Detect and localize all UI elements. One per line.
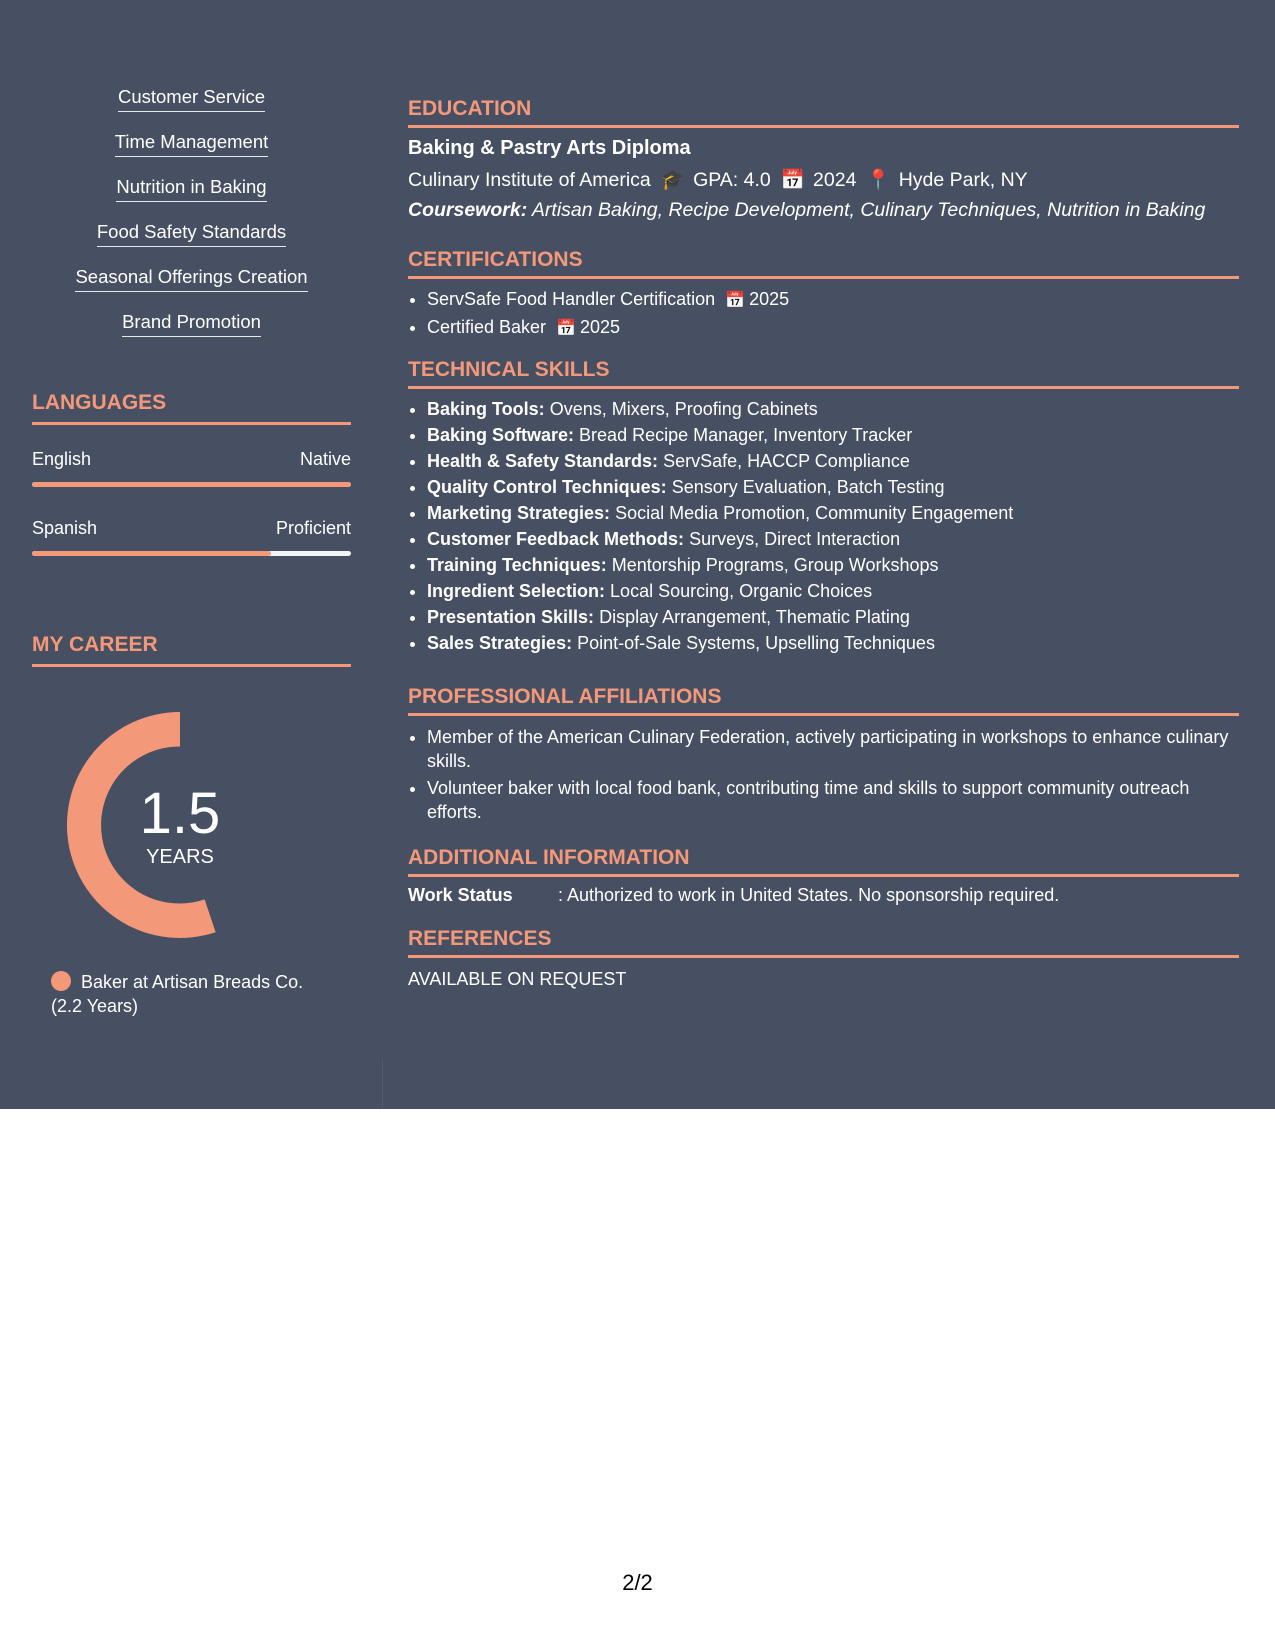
soft-skill-label: Customer Service (118, 86, 265, 112)
technical-skill-label: Sales Strategies: (427, 633, 573, 653)
work-status (408, 885, 1059, 906)
soft-skill-item (32, 266, 351, 311)
technical-skill-item (427, 448, 1239, 474)
language-level: Proficient (275, 518, 351, 538)
career-total-value: 1.5 (139, 781, 221, 846)
technical-skill-item (427, 604, 1239, 630)
education-details (408, 168, 1028, 192)
education-year: 2024 (813, 169, 857, 191)
language-bar (32, 551, 351, 556)
technical-skill-label: Baking Tools: (427, 399, 545, 419)
certification-name: Certified Baker (427, 317, 547, 337)
page-number: 2/2 (622, 1570, 653, 1595)
technical-skill-label: Baking Software: (427, 425, 575, 445)
education-location: Hyde Park, NY (898, 169, 1028, 191)
education-school: Culinary Institute of America (408, 169, 651, 191)
certification-year: 2025 (579, 317, 621, 337)
technical-skill-label: Presentation Skills: (427, 607, 595, 627)
technical-skill-value: Ovens, Mixers, Proofing Cabinets (549, 399, 818, 419)
affiliation-item: • Volunteer baker with local food bank, contributing time and skills to support community outreach efforts. (427, 776, 1239, 824)
soft-skill-item (32, 86, 351, 131)
language-bar (32, 482, 351, 487)
education-degree: Baking & Pastry Arts Diploma (408, 137, 691, 159)
column-divider (382, 1058, 383, 1109)
certification-name: ServSafe Food Handler Certification (427, 289, 716, 309)
technical-skill-item (427, 396, 1239, 422)
language-name: Spanish (32, 518, 98, 538)
soft-skill-label: Brand Promotion (122, 311, 261, 337)
calendar-icon: 📅 (725, 292, 746, 309)
language-bar-fill (32, 482, 351, 487)
technical-skill-item (427, 578, 1239, 604)
certification-year: 2025 (749, 289, 790, 309)
references-text: AVAILABLE ON REQUEST (408, 969, 627, 989)
soft-skill-label: Time Management (115, 131, 269, 157)
work-status-label: Work Status (408, 885, 513, 905)
technical-skill-value: Surveys, Direct Interaction (689, 529, 901, 549)
technical-skill-value: ServSafe, HACCP Compliance (663, 451, 910, 471)
technical-skill-value: Social Media Promotion, Community Engagement (615, 503, 1014, 523)
soft-skill-label: Food Safety Standards (97, 221, 286, 247)
affiliation-item: • Member of the American Culinary Federation, actively participating in workshops to enhance culinary skills. (427, 725, 1239, 773)
soft-skill-item (32, 221, 351, 266)
technical-skill-value: Point-of-Sale Systems, Upselling Techniques (577, 633, 935, 653)
technical-skill-item (427, 500, 1239, 526)
education-gpa: GPA: 4.0 (693, 169, 771, 191)
language-name: English (32, 449, 92, 469)
certifications-list (408, 286, 1239, 342)
soft-skill-item (32, 131, 351, 176)
work-status-value: : Authorized to work in United States. No sponsorship required. (558, 885, 1060, 905)
career-legend (51, 970, 341, 1018)
languages-heading: LANGUAGES (32, 390, 351, 425)
technical-skill-item (427, 474, 1239, 500)
technical-skill-label: Training Techniques: (427, 555, 607, 575)
technical-skill-item (427, 630, 1239, 656)
technical-skill-label: Health & Safety Standards: (427, 451, 659, 471)
legend-job: Baker at Artisan Breads Co. (81, 972, 304, 992)
legend-dot (51, 971, 71, 991)
soft-skill-item (32, 311, 351, 356)
references-heading: REFERENCES (408, 926, 1239, 958)
certifications-heading: CERTIFICATIONS (408, 247, 1239, 279)
technical-skill-value: Bread Recipe Manager, Inventory Tracker (579, 425, 913, 445)
technical-skill-label: Ingredient Selection: (427, 581, 606, 601)
graduation-cap-icon: 🎓 (660, 169, 686, 191)
career-heading: MY CAREER (32, 632, 351, 667)
certification-item (427, 286, 1239, 314)
career-donut-chart (32, 700, 332, 950)
technical-skill-item (427, 526, 1239, 552)
calendar-icon: 📅 (780, 169, 806, 191)
career-total-unit: YEARS (146, 846, 214, 868)
calendar-icon: 📅 (556, 320, 576, 337)
education-heading: EDUCATION (408, 96, 1239, 128)
technical-skills-heading: TECHNICAL SKILLS (408, 357, 1239, 389)
technical-skill-label: Marketing Strategies: (427, 503, 611, 523)
technical-skill-value: Mentorship Programs, Group Workshops (611, 555, 939, 575)
map-pin-icon: 📍 (866, 169, 891, 191)
language-level: Native (299, 449, 351, 469)
coursework-list: Artisan Baking, Recipe Development, Culinary Techniques, Nutrition in Baking (531, 199, 1206, 221)
legend-years: (2.2 Years) (51, 996, 139, 1016)
affiliations-list (408, 725, 1239, 827)
technical-skill-value: Local Sourcing, Organic Choices (610, 581, 873, 601)
technical-skill-label: Customer Feedback Methods: (427, 529, 685, 549)
soft-skills-list (32, 86, 351, 356)
education-coursework (408, 199, 1205, 222)
technical-skill-label: Quality Control Techniques: (427, 477, 667, 497)
affiliations-heading: PROFESSIONAL AFFILIATIONS (408, 684, 1239, 716)
technical-skill-value: Display Arrangement, Thematic Plating (599, 607, 910, 627)
language-bar-fill (32, 551, 271, 556)
soft-skill-label: Nutrition in Baking (116, 176, 266, 202)
certification-item (427, 314, 1239, 342)
coursework-label: Coursework: (408, 199, 528, 221)
technical-skills-list (408, 396, 1239, 656)
technical-skill-value: Sensory Evaluation, Batch Testing (671, 477, 945, 497)
technical-skill-item (427, 552, 1239, 578)
soft-skill-item (32, 176, 351, 221)
soft-skill-label: Seasonal Offerings Creation (75, 266, 307, 292)
technical-skill-item (427, 422, 1239, 448)
additional-info-heading: ADDITIONAL INFORMATION (408, 845, 1239, 877)
